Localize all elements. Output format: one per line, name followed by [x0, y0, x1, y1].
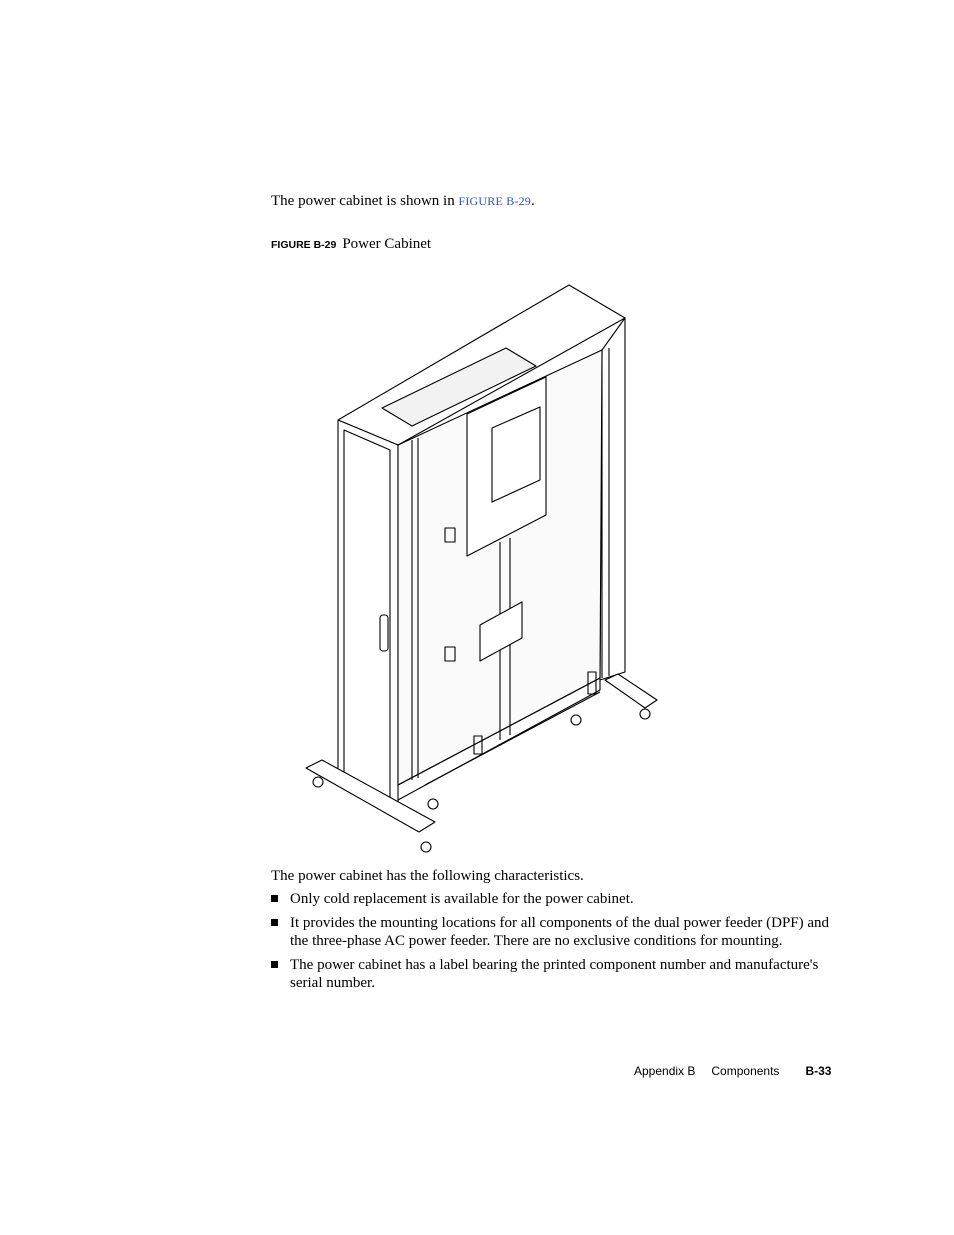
intro-paragraph [271, 191, 535, 211]
bullet-square-icon [271, 895, 278, 902]
footer-section: Components [711, 1064, 780, 1078]
list-item [271, 914, 851, 950]
figure-xref-link[interactable]: FIGURE B-29 [458, 194, 532, 208]
list-item-text: It provides the mounting locations for all components of the dual power feeder (DPF) and the three-phase AC power feeder. There are no exclusive conditions for mounting. [290, 915, 830, 949]
front-door [338, 420, 398, 820]
power-cabinet-figure [300, 280, 665, 855]
bullet-square-icon [271, 919, 278, 926]
power-cabinet-drawing [300, 280, 665, 855]
caster [313, 777, 323, 787]
page-number: B-33 [805, 1064, 832, 1078]
list-item [271, 956, 851, 992]
characteristics-list [271, 890, 851, 998]
figure-caption [271, 234, 431, 255]
characteristics-lead: The power cabinet has the following characteristics. [271, 868, 584, 884]
base-foot-right [605, 674, 657, 708]
figure-title: Power Cabinet [342, 236, 432, 252]
footer-appendix: Appendix B [634, 1064, 696, 1078]
list-item-text: Only cold replacement is available for the power cabinet. [290, 891, 634, 907]
list-item [271, 890, 851, 908]
list-item-text: The power cabinet has a label bearing the printed component number and manufacture's serial number. [290, 957, 819, 991]
caster [571, 715, 581, 725]
intro-text: The power cabinet is shown in [271, 193, 459, 209]
caster [640, 709, 650, 719]
page-footer [634, 1064, 831, 1078]
bullet-square-icon [271, 961, 278, 968]
caster [421, 842, 431, 852]
caster [428, 799, 438, 809]
right-frame-post [600, 318, 625, 680]
figure-label: FIGURE B-29 [271, 239, 337, 251]
intro-end: . [531, 193, 535, 209]
